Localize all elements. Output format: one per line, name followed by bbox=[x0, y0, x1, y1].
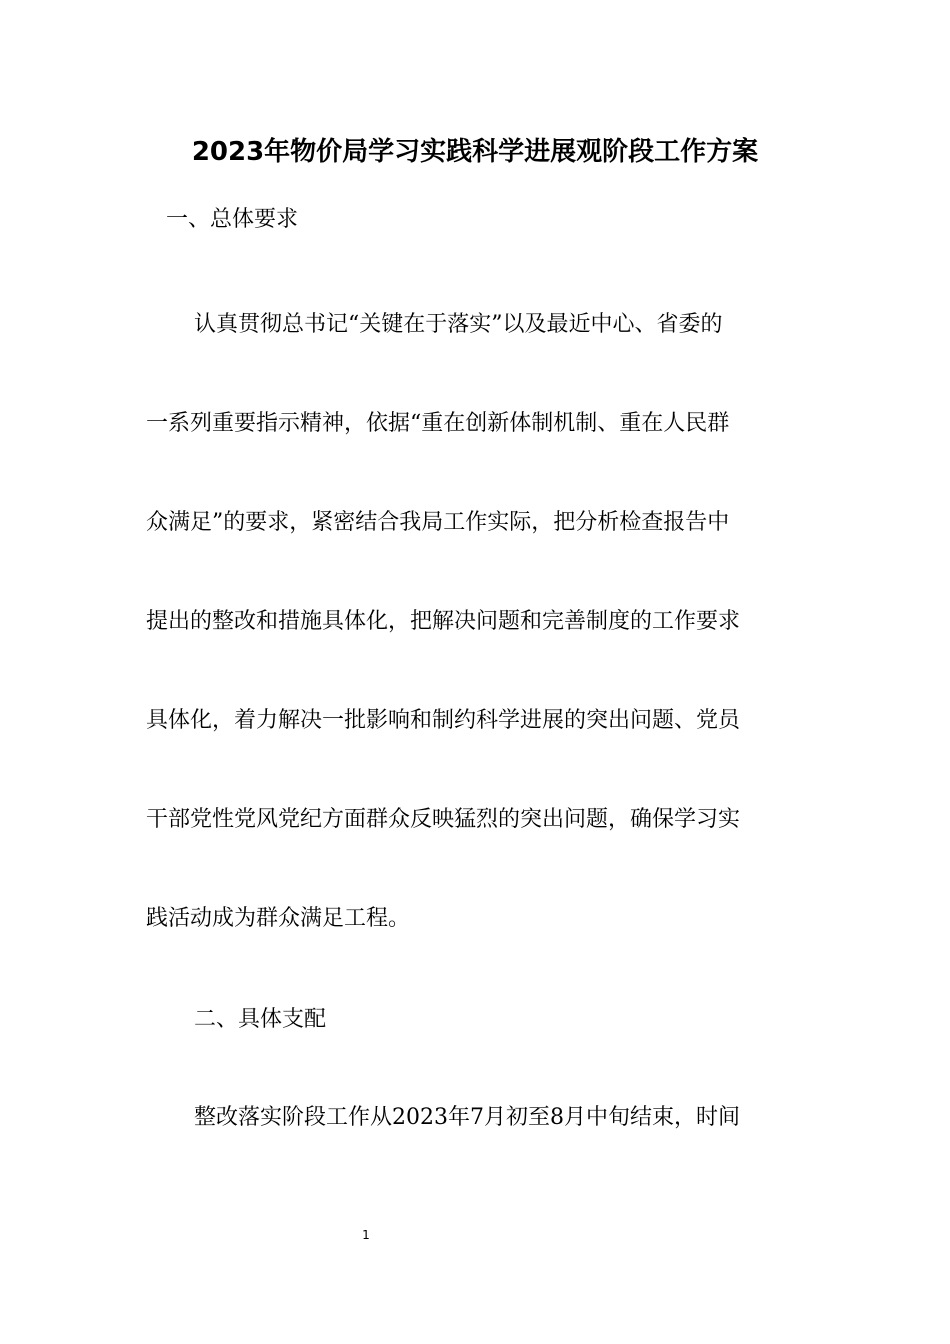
paragraph-line: 一系列重要指示精神，依据“重在创新体制机制、重在人民群 bbox=[146, 411, 730, 436]
paragraph-line: 认真贯彻总书记“关键在于落实”以及最近中心、省委的 bbox=[194, 312, 723, 337]
paragraph-line: 整改落实阶段工作从2023年7月初至8月中旬结束，时间 bbox=[194, 1105, 740, 1130]
paragraph-line: 干部党性党风党纪方面群众反映猛烈的突出问题，确保学习实 bbox=[146, 807, 741, 832]
paragraph-line: 众满足”的要求，紧密结合我局工作实际，把分析检查报告中 bbox=[146, 510, 730, 535]
section-heading-general-requirements: 一、总体要求 bbox=[166, 207, 299, 232]
document-title: 2023年物价局学习实践科学进展观阶段工作方案 bbox=[191, 137, 759, 167]
paragraph-line: 提出的整改和措施具体化，把解决问题和完善制度的工作要求 bbox=[146, 609, 741, 634]
paragraph-line: 践活动成为群众满足工程。 bbox=[146, 906, 411, 931]
section-paragraph-general-requirements bbox=[146, 275, 806, 968]
page-number: 1 bbox=[362, 1228, 370, 1242]
section-paragraph-specific-arrangements bbox=[146, 1068, 806, 1167]
section-heading-specific-arrangements: 二、具体支配 bbox=[194, 1007, 327, 1032]
paragraph-line: 具体化，着力解决一批影响和制约科学进展的突出问题、党员 bbox=[146, 708, 741, 733]
